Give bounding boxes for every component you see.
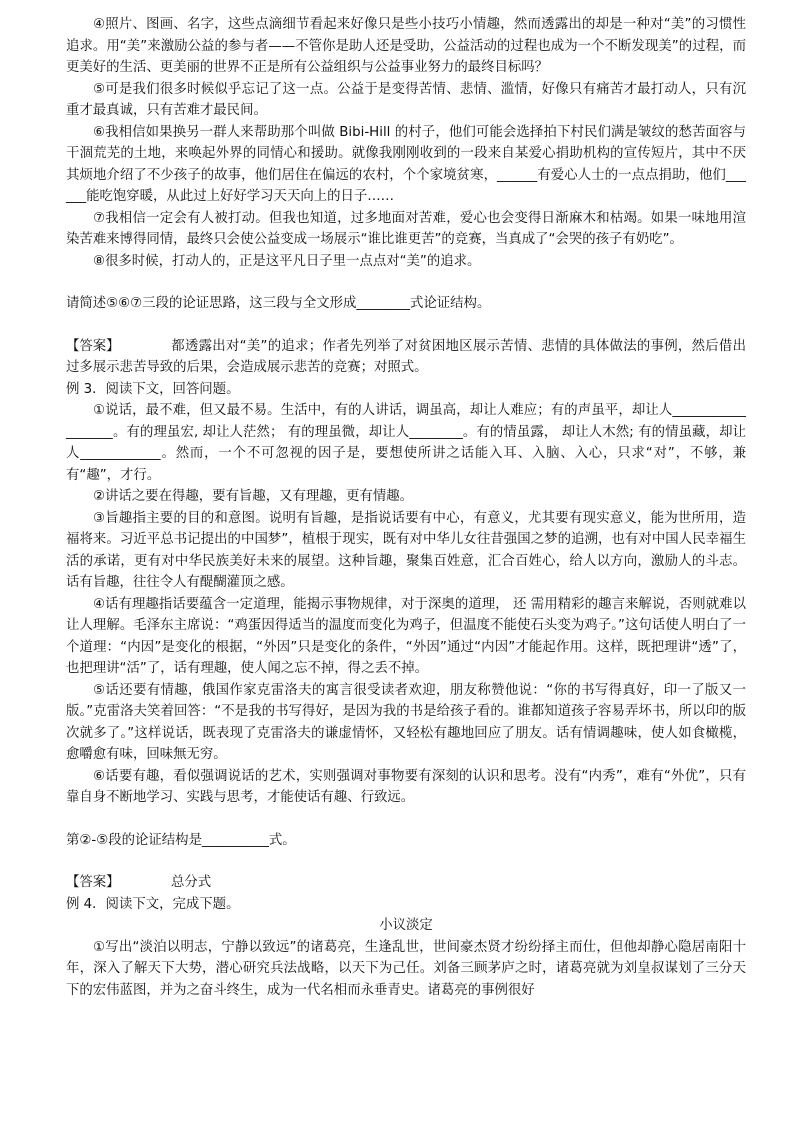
answer-3 <box>66 872 746 894</box>
ex4-paragraph-1: ①写出“淡泊以明志，宁静以致远”的诸葛亮，生逢乱世，世间豪杰贤才纷纷择主而仕，但他却静心隐居南阳十年，深入了解天下大势，潜心研究兵法战略，以天下为己任。刘备三顾茅庐之时，诸葛亮就为刘皇叔谋划了三分天下的宏伟蓝图，并为之奋斗终生，成为一代名相而永垂青史。诸葛亮的事例很好 <box>66 939 746 998</box>
paragraph-5: ⑤可是我们很多时候似乎忘记了这一点。公益于是变得苦情、悲情、滥情，好像只有痛苦才最打动人，只有沉重才最真诚，只有苦难才最民间。 <box>66 81 746 118</box>
question-2: 请简述⑤⑥⑦三段的论证思路，这三段与全文形成________式论证结构。 <box>66 296 491 311</box>
example-3-heading: 例 3．阅读下文，回答问题。 <box>66 381 240 397</box>
ex3-paragraph-2: ②讲话之要在得趣，要有旨趣，又有理趣，更有情趣。 <box>93 489 413 504</box>
example-4-title: 小议淡定 <box>379 918 433 933</box>
answer-2 <box>66 336 746 379</box>
example-4-heading: 例 4．阅读下文，完成下题。 <box>66 896 240 912</box>
paragraph-7: ⑦我相信一定会有人被打动。但我也知道，过多地面对苦难，爱心也会变得日渐麻木和枯竭。如果一味地用渲染苦难来博得同情，最终只会使公益变成一场展示“谁比谁更苦”的竞赛，当真成了“会哭的孩子有奶吃”。 <box>66 210 746 247</box>
paragraph-4: ④照片、图画、名字，这些点滴细节看起来好像只是些小技巧小情趣，然而透露出的却是一种对“美”的习惯性追求。用“美”来激励公益的参与者——不管你是助人还是受助，公益活动的过程也成为一个不断发现美”的过程，而更美好的生活、更美丽的世界不正是所有公益组织与公益事业努力的最终目标吗？ <box>66 17 746 75</box>
question-3: 第②-⑤段的论证结构是__________式。 <box>66 832 296 848</box>
answer-text: 总分式 <box>171 875 212 890</box>
answer-text: 都透露出对“美”的追求；作者先列举了对贫困地区展示苦情、悲情的具体做法的事例，然后借出过多展示悲苦导致的后果，会造成展示悲苦的竞赛；对照式。 <box>66 338 746 375</box>
spacer <box>66 809 746 830</box>
ex3-paragraph-5: ⑤话还要有情趣，俄国作家克雷洛夫的寓言很受读者欢迎，朋友称赞他说：“你的书写得真好，印一了版又一版。”克雷洛夫笑着回答：“不是我的书写得好，是因为我的书是给孩子看的。谁都知道孩子容易弄坏书，所以印的版次就多了。”这样说话，既表现了克雷洛夫的谦虚情怀，又轻松有趣地回应了朋友。话有情调趣味，使人如食橄榄，愈嚼愈有味，回味無无穷。 <box>66 682 746 762</box>
spacer <box>66 315 746 336</box>
answer-label: 【答案】 <box>66 875 120 890</box>
paragraph-6: ⑥我相信如果换另一群人来帮助那个叫做 Bibi-Hill 的村子，他们可能会选择拍下村民们满是皱纹的愁苦面容与干涸荒芜的土地，来唤起外界的同情心和援助。就像我刚刚收到的一段来自某爱心捐助机构的宣传短片，其中不厌其烦地介绍了不少孩子的故事，他们居住在偏远的农村，个个家境贫寒，______有爱心人士的一点点捐助，他们______能吃饱穿暖，从此过上好好学习天天向上的日子…… <box>66 124 746 204</box>
ex3-paragraph-1: ①说话，最不难，但又最不易。生活中，有的人讲话，调虽高，却让人难应；有的声虽平，却让人__________________。有的理虽宏, 却让人茫然； 有的理虽微，却让人________。有的情虽露， 却让人木然; 有的情虽藏，却让人____________。然而，一个不可忽视的因子是，要想使所讲之话能入耳、入脑、入心，只求“对”，不够，兼有“趣”，才行。 <box>66 403 746 483</box>
ex3-paragraph-3: ③旨趣指主要的目的和意图。说明有旨趣，是指说话要有中心，有意义，尤其要有现实意义，能为世所用，造福将来。习近平总书记提出的中国梦”，植根于现实，既有对中华儿女往昔强国之梦的追溯，也有对中国人民幸福生活的承诺，更有对中华民族美好未来的展望。这种旨趣，聚集百姓意，汇合百姓心，给人以方向，激励人的斗志。话有旨趣，往往令人有醍醐灌顶之感。 <box>66 510 746 590</box>
ex3-paragraph-4: ④话有理趣指话要蕴含一定道理，能揭示事物规律，对于深奥的道理， 还 需用精彩的趣言来解说，否则就难以让人理解。毛泽东主席说：“鸡蛋因得适当的温度而变化为鸡子，但温度不能使石头变为鸡子。”这句话使人明白了一个道理：“内因”是变化的根据，“外因”只是变化的条件，“外因”通过“内因”才能起作用。这样，既把理讲“透”了，也把理讲“活”了，话有理趣，使人闻之忘不掉，得之丢不掉。 <box>66 596 746 676</box>
answer-label: 【答案】 <box>66 338 120 354</box>
ex3-paragraph-6: ⑥话要有趣，看似强调说话的艺术，实则强调对事物要有深刻的认识和思考。没有“内秀”，难有“外优”，只有靠自身不断地学习、实践与思考，才能使话有趣、行致远。 <box>66 768 747 805</box>
paragraph-8: ⑧很多时候，打动人的，正是这平凡日子里一点点对“美”的追求。 <box>93 253 481 269</box>
spacer <box>66 272 746 293</box>
spacer <box>66 851 746 872</box>
document-page <box>66 14 746 1001</box>
